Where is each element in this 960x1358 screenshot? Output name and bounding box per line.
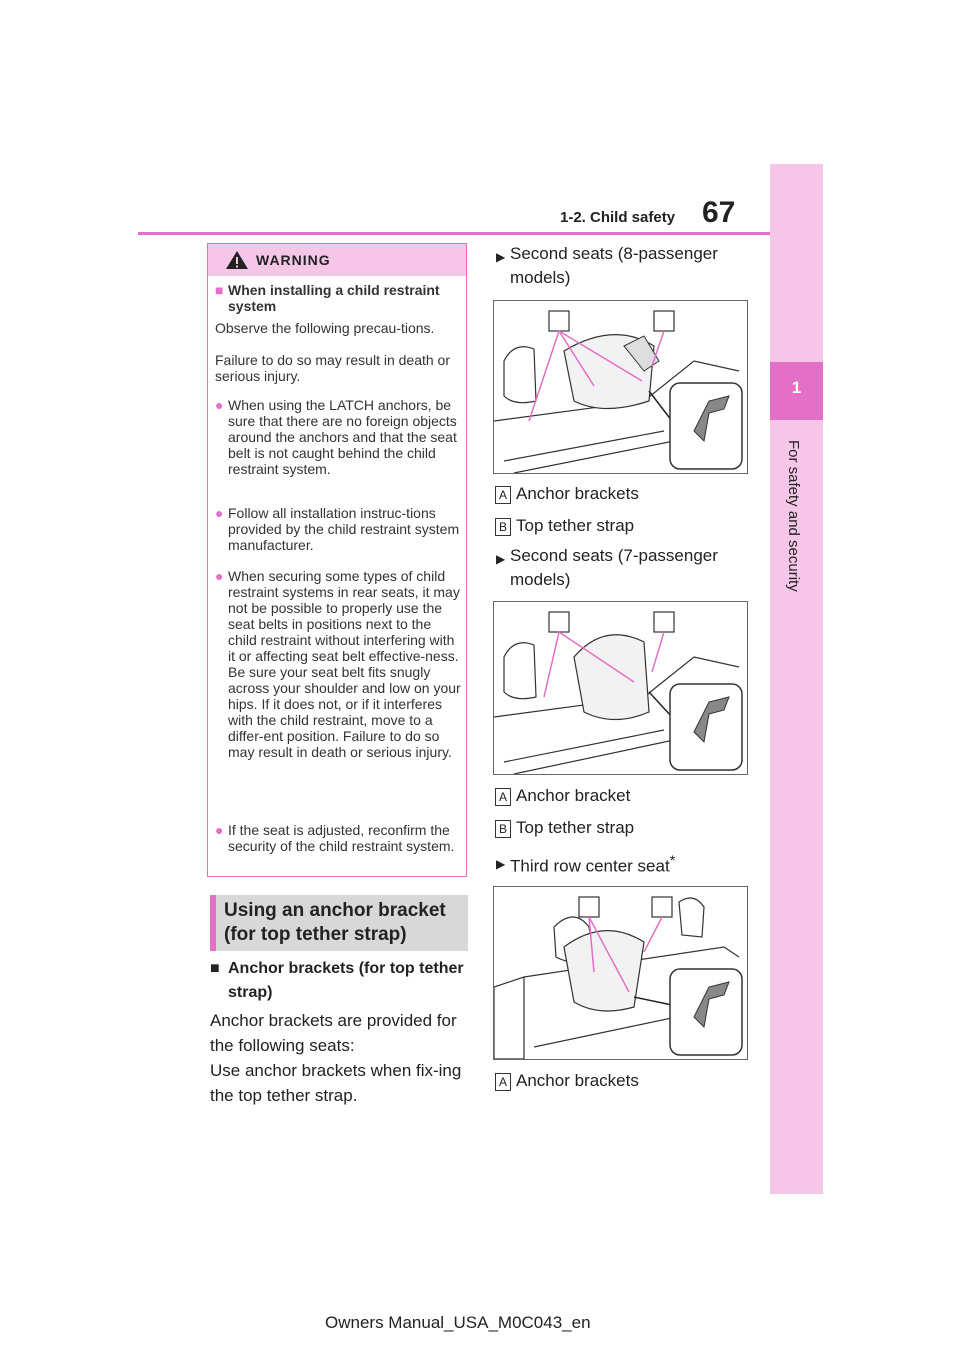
warning-heading: ■ When installing a child restraint system <box>215 282 440 314</box>
seat-diagram <box>494 887 747 1059</box>
warning-intro: Observe the following precau-tions. <box>215 320 435 336</box>
arrow-right-icon: ▶ <box>496 857 506 871</box>
dot-bullet-icon: ● <box>215 505 224 521</box>
dot-bullet-icon: ● <box>215 568 224 584</box>
warning-item: ● When securing some types of child restraint systems in rear seats, it may not be possible to properly use the seat belts in positions next to the child restraint without interfering with it or affecting seat belt effective-ness. Be sure your seat belt fits snugly across your shoulder and low on your hips. If it does not, or if it interferes with the child restraint, move to a differ-ent position. Failure to do so may result in death or serious injury. <box>215 568 461 760</box>
section-title: 1-2. Child safety <box>560 209 676 226</box>
seat-diagram <box>494 301 747 473</box>
figure-heading: ▶ Second seats (7-passenger models) <box>496 546 718 589</box>
subsection-heading: ■ Anchor brackets (for top tether strap) <box>210 957 470 1005</box>
figure-caption: B Top tether strap <box>495 515 634 537</box>
warning-item: ● When using the LATCH anchors, be sure that there are no foreign objects around the anchors and that the seat belt is not caught behind the child restraint system. <box>215 397 457 477</box>
label-tag: A <box>495 788 511 806</box>
arrow-right-icon: ▶ <box>496 250 506 264</box>
page-number: 67 <box>702 196 736 229</box>
paragraph: Anchor brackets are provided for the following seats: <box>210 1011 457 1055</box>
paragraph: Use anchor brackets when fix-ing the top tether strap. <box>210 1061 462 1105</box>
seat-diagram <box>494 602 747 774</box>
warning-box <box>207 243 467 877</box>
label-tag: B <box>495 820 511 838</box>
square-bullet-icon: ■ <box>215 282 224 298</box>
section-heading-accent <box>210 895 216 951</box>
label-tag: A <box>495 486 511 504</box>
chapter-number: 1 <box>791 378 802 397</box>
label-tag: A <box>495 1073 511 1091</box>
warning-triangle-icon <box>225 250 249 270</box>
warning-item: ● Follow all installation instruc-tions provided by the child restraint system manufacturer. <box>215 505 460 553</box>
figure-caption: A Anchor brackets <box>495 1070 639 1092</box>
section-heading: Using an anchor bracket (for top tether strap) <box>224 900 446 945</box>
dot-bullet-icon: ● <box>215 397 224 413</box>
label-tag: B <box>495 518 511 536</box>
warning-label: WARNING <box>256 252 331 268</box>
figure-caption: A Anchor brackets <box>495 483 639 505</box>
chapter-title: For safety and security <box>785 440 802 592</box>
square-bullet-icon: ■ <box>210 960 220 977</box>
figure-caption: A Anchor bracket <box>495 785 630 807</box>
warning-item: ● If the seat is adjusted, reconfirm the security of the child restraint system. <box>215 822 455 854</box>
seat-illustration <box>493 886 748 1060</box>
figure-caption: B Top tether strap <box>495 817 634 839</box>
asterisk-note: * <box>669 853 676 869</box>
seat-illustration <box>493 300 748 474</box>
arrow-right-icon: ▶ <box>496 552 506 566</box>
seat-illustration <box>493 601 748 775</box>
figure-heading: ▶ Second seats (8-passenger models) <box>496 244 718 287</box>
dot-bullet-icon: ● <box>215 822 224 838</box>
footer-text: Owners Manual_USA_M0C043_en <box>325 1313 591 1332</box>
figure-heading: ▶ Third row center seat* <box>496 853 676 876</box>
header-rule <box>138 232 770 235</box>
warning-intro-2: Failure to do so may result in death or serious injury. <box>215 352 451 384</box>
